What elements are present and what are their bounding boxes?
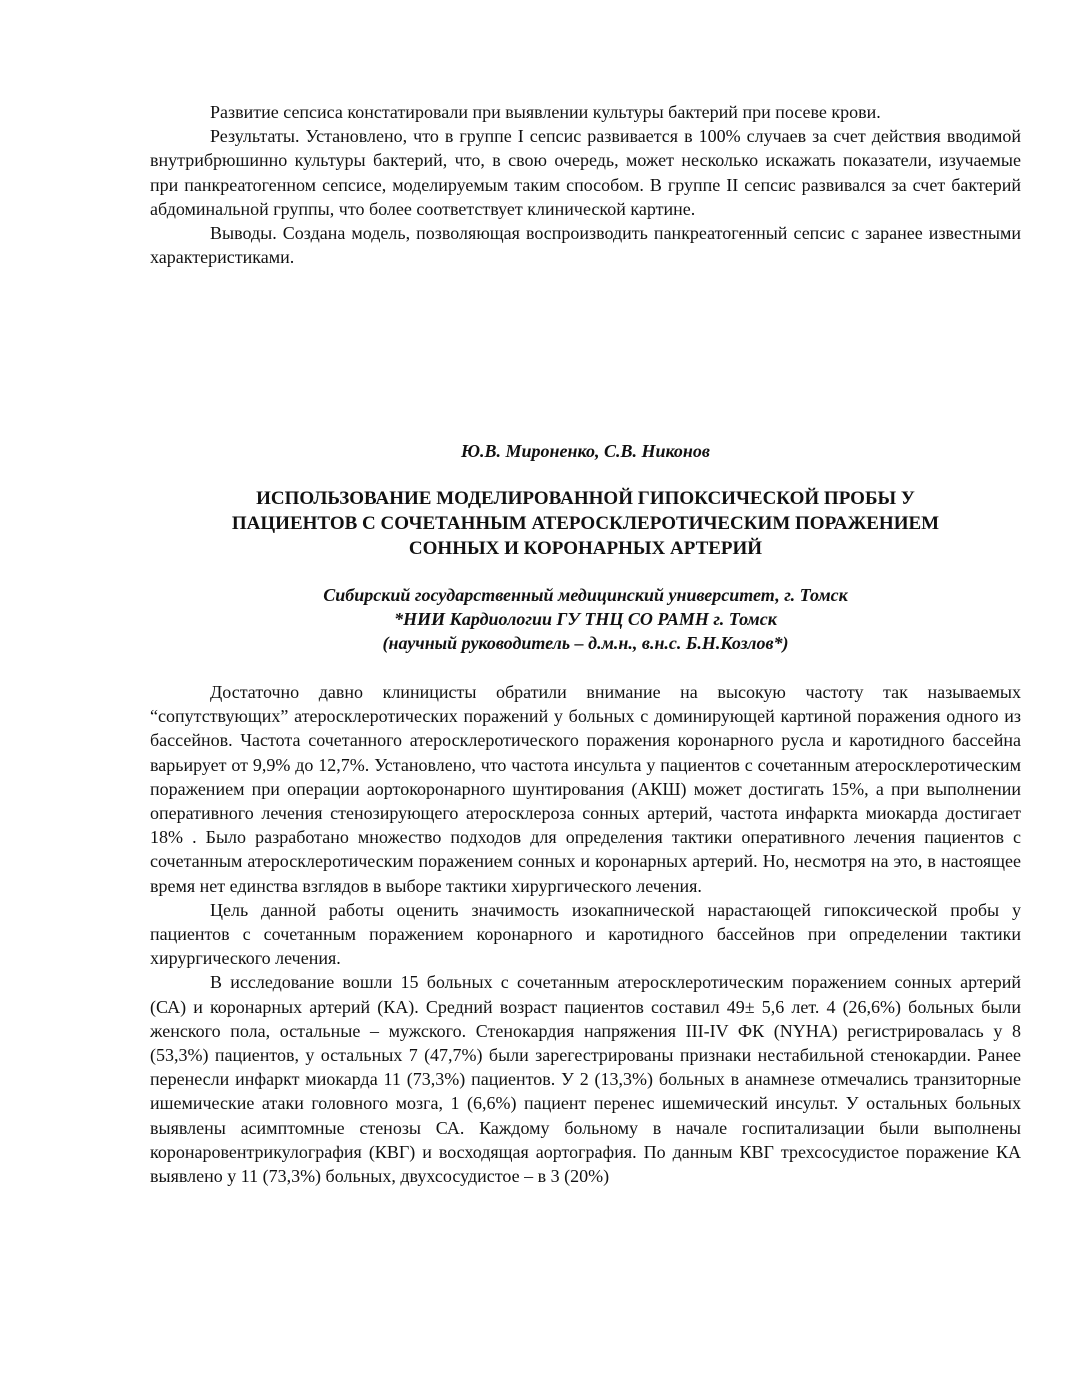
body-paragraph-background: Достаточно давно клиницисты обратили внимание на высокую частоту так называемых “сопутствующих” атеросклеротических поражений у больных с доминирующей картиной поражения одного из бассейнов. Частота сочетанного атеросклеротического поражения коронарного русла и каротидного бассейна варьирует от 9,9% до 12,7%. Установлено, что частота инсульта у пациентов с сочетанным атеросклеротическим поражением при операции аортокоронарного шунтирования (АКШ) может достигать 15%, а при выполнении оперативного лечения стенозирующего атеросклероза сонных артерий, частота инфаркта миокарда достигает 18% . Было разработано множество подходов для определения тактики оперативного лечения пациентов с сочетанным атеросклеротическим поражением сонных и коронарных артерий. Но, несмотря на это, в настоящее время нет единства взглядов в выборе тактики хирургического лечения. [150,682,1021,896]
affiliation-line: Сибирский государственный медицинский университет, г. Томск [323,585,848,605]
article-affiliation [150,583,1021,655]
article-title [150,486,1021,561]
intro-paragraph-conclusions: Выводы. Создана модель, позволяющая воспроизводить панкреатогенный сепсис с заранее известными характеристиками. [150,223,1021,268]
body-paragraph-patients: В исследование вошли 15 больных с сочетанным атеросклеротическим поражением сонных артерий (СА) и коронарных артерий (КА). Средний возраст пациентов составил 49± 5,6 лет. 4 (26,6%) больных были женского пола, остальные – мужского. Стенокардия напряжения III-IV ФК (NYHA) регистрировалась у 8 (53,3%) пациентов, у остальных 7 (47,7%) были зарегестрированы признаки нестабильной стенокардии. Ранее перенесли инфаркт миокарда 11 (73,3%) пациентов. У 2 (13,3%) больных в анамнезе отмечались транзиторные ишемические атаки головного мозга, 1 (6,6%) пациент перенес ишемический инсульт. У остальных больных выявлены асимптомные стенозы СА. Каждому больному в начале госпитализации были выполнены коронаровентрикулография (КВГ) и восходящая аортография. По данным КВГ трехсосудистое поражение КА выявлено у 11 (73,3%) больных, двухсосудистое – в 3 (20%) [150,972,1021,1187]
affiliation-line: (научный руководитель – д.м.н., в.н.с. Б.Н.Козлов*) [382,633,789,653]
article-body [150,680,1021,1188]
intro-paragraph-results: Результаты. Установлено, что в группе I сепсис развивается в 100% случаев за счет действия вводимой внутрибрюшинно культуры бактерий, что, в свою очередь, может несколько искажать показатели, изучаемые при панкреатогенном сепсисе, моделируемым таким способом. В группе II сепсис развивался за счет бактерий абдоминальной группы, что более соответствует клинической картине. [150,126,1021,219]
intro-paragraph-sepsis-detection: Развитие сепсиса констатировали при выявлении культуры бактерий при посеве крови. [210,102,881,122]
intro-section [150,100,1021,269]
article-title-line: СОННЫХ И КОРОНАРНЫХ АРТЕРИЙ [408,538,763,559]
article-title-line: ПАЦИЕНТОВ С СОЧЕТАННЫМ АТЕРОСКЛЕРОТИЧЕСКИМ ПОРАЖЕНИЕМ [231,513,940,534]
article-title-line: ИСПОЛЬЗОВАНИЕ МОДЕЛИРОВАННОЙ ГИПОКСИЧЕСКОЙ ПРОБЫ У [256,488,915,509]
article-authors: Ю.В. Мироненко, С.В. Никонов [461,441,710,461]
body-paragraph-aim: Цель данной работы оценить значимость изокапнической нарастающей гипоксической пробы у пациентов с сочетанным поражением коронарного и каротидного бассейнов при определении тактики хирургического лечения. [150,899,1021,969]
affiliation-line: *НИИ Кардиологии ГУ ТНЦ СО РАМН г. Томск [394,609,777,629]
